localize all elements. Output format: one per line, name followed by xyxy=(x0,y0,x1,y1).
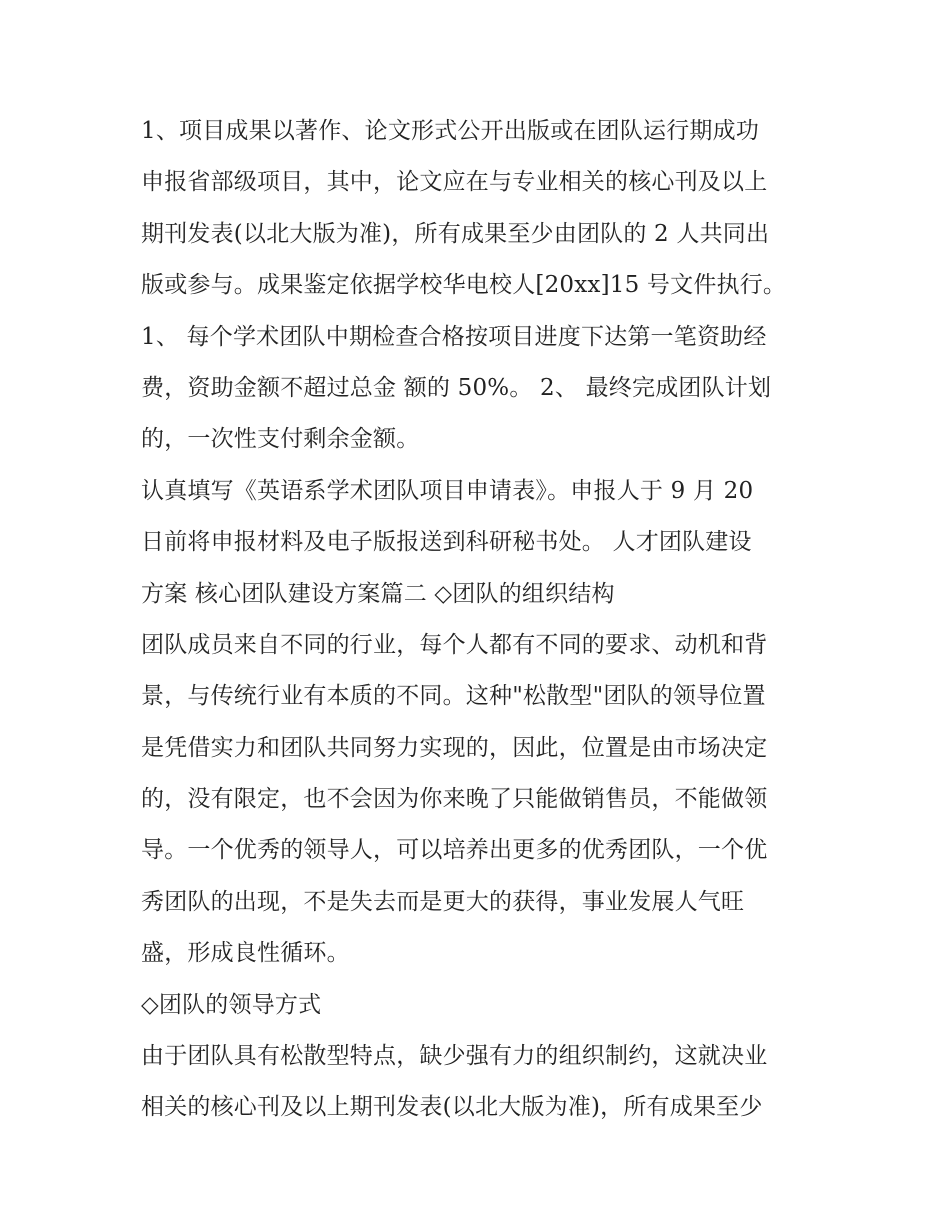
text-line: 团队成员来自不同的行业，每个人都有不同的要求、动机和背 xyxy=(141,631,768,658)
text-line: 费，资助金额不超过总金 额的 50%。 2、 最终完成团队计划 xyxy=(141,374,772,401)
text-line: 1、项目成果以著作、论文形式公开出版或在团队运行期成功 xyxy=(141,118,760,144)
text-line: 1、 每个学术团队中期检查合格按项目进度下达第一笔资助经 xyxy=(141,323,767,350)
text-line: 方案 核心团队建设方案篇二 ◇团队的组织结构 xyxy=(141,580,615,607)
text-line: 是凭借实力和团队共同努力实现的，因此，位置是由市场决定 xyxy=(141,734,768,761)
text-line: 景，与传统行业有本质的不同。这种"松散型"团队的领导位置 xyxy=(141,683,766,710)
text-line: 期刊发表(以北大版为准)，所有成果至少由团队的 2 人共同出 xyxy=(141,220,770,247)
text-line: 日前将申报材料及电子版报送到科研秘书处。 人才团队建设 xyxy=(141,529,752,556)
text-line: ◇团队的领导方式 xyxy=(141,991,322,1018)
text-line: 的，一次性支付剩余金额。 xyxy=(141,426,420,453)
text-line: 盛，形成良性循环。 xyxy=(141,940,350,967)
text-line: 版或参与。成果鉴定依据学校华电校人[20xx]15 号文件执行。 xyxy=(141,272,787,299)
document-body xyxy=(141,106,821,1134)
text-line: 相关的核心刊及以上期刊发表(以北大版为准)，所有成果至少 xyxy=(141,1094,763,1121)
text-line: 的，没有限定，也不会因为你来晚了只能做销售员，不能做领 xyxy=(141,786,768,813)
text-line: 导。一个优秀的领导人，可以培养出更多的优秀团队，一个优 xyxy=(141,837,768,864)
text-line: 认真填写《英语系学术团队项目申请表》。申报人于 9 月 20 xyxy=(141,477,754,504)
text-line: 申报省部级项目，其中，论文应在与专业相关的核心刊及以上 xyxy=(141,169,768,196)
text-line: 由于团队具有松散型特点，缺少强有力的组织制约，这就决业 xyxy=(141,1043,768,1070)
text-line: 秀团队的出现，不是失去而是更大的获得，事业发展人气旺 xyxy=(141,888,745,915)
